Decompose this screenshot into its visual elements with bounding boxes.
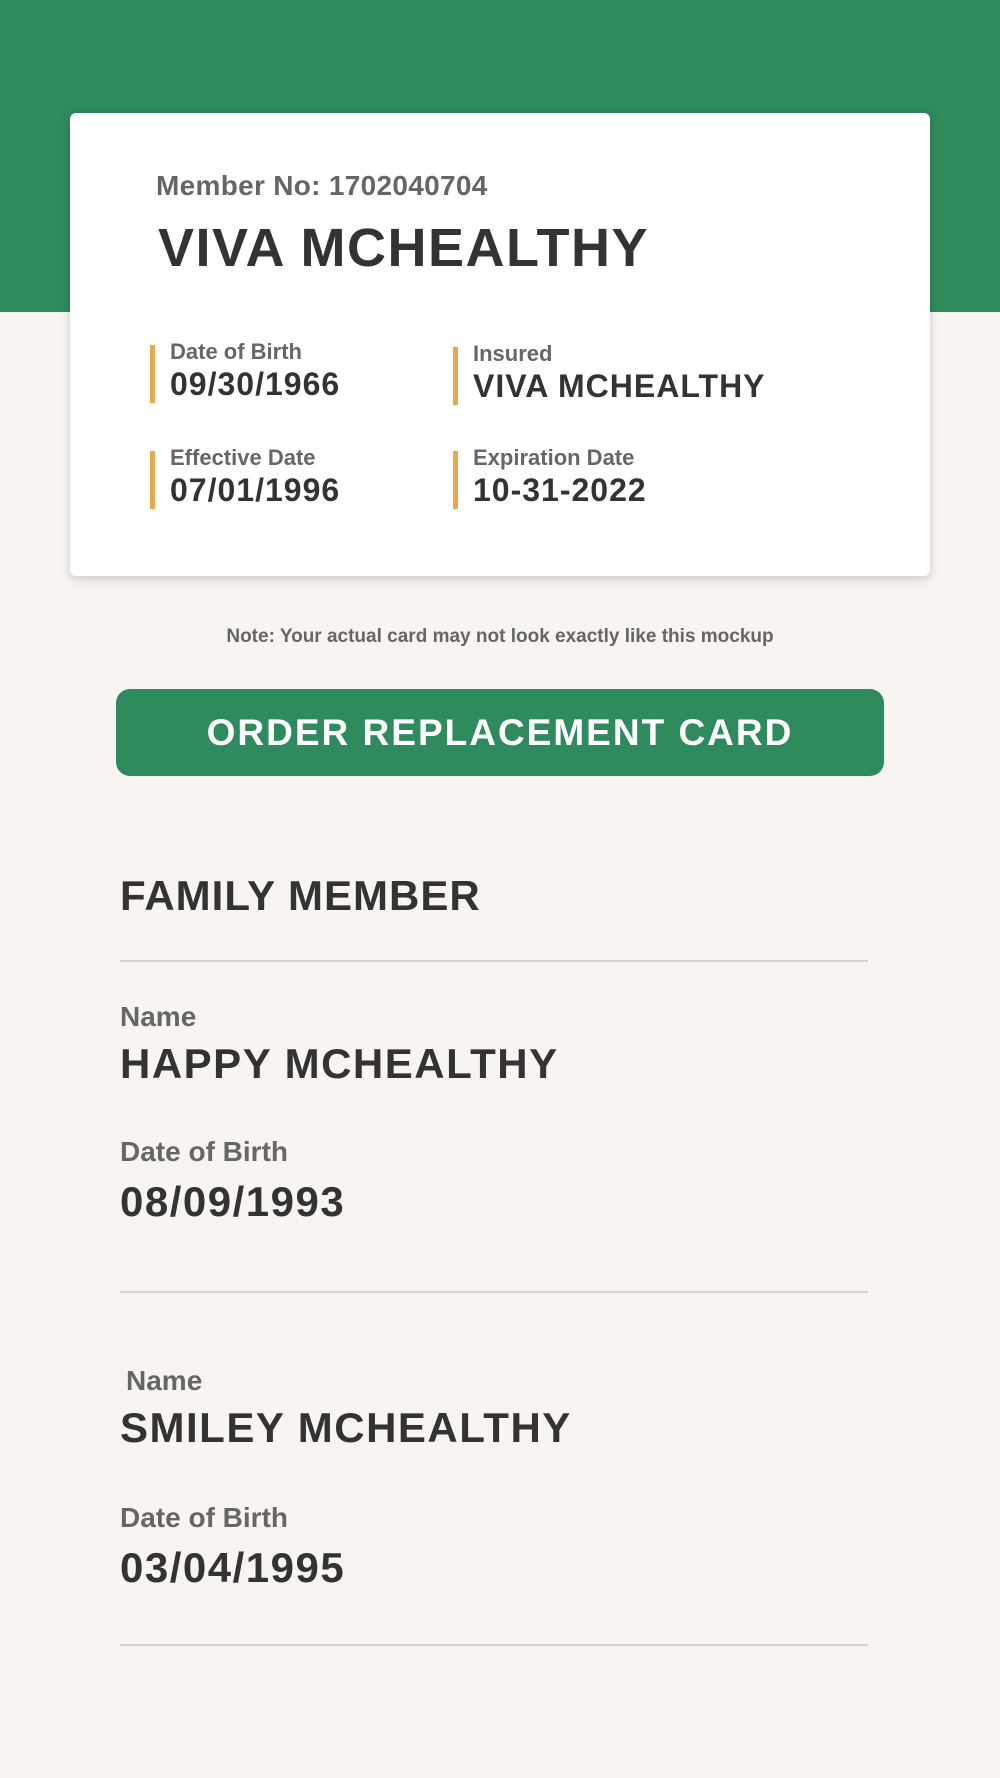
member-number: Member No: 1702040704 xyxy=(156,170,488,201)
member-id-card xyxy=(70,113,930,576)
field-value: 10-31-2022 xyxy=(473,472,647,508)
field-value: 07/01/1996 xyxy=(170,472,341,508)
family-member-name-label: Name xyxy=(120,1001,197,1032)
family-member-dob-label: Date of Birth xyxy=(120,1502,288,1533)
field-label: Insured xyxy=(473,341,553,366)
card-field-insured xyxy=(453,341,766,405)
divider xyxy=(120,1644,868,1646)
card-field-date-of-birth xyxy=(150,339,340,403)
family-member-name: HAPPY MCHEALTHY xyxy=(120,1040,559,1087)
divider xyxy=(120,1291,868,1293)
member-name: VIVA MCHEALTHY xyxy=(158,218,649,278)
family-member-heading: FAMILY MEMBER xyxy=(120,872,481,919)
field-value: VIVA MCHEALTHY xyxy=(473,368,766,404)
mockup-note: Note: Your actual card may not look exactly like this mockup xyxy=(226,626,774,647)
divider xyxy=(120,960,868,962)
card-field-expiration-date xyxy=(453,445,647,509)
field-accent-bar xyxy=(150,345,155,403)
field-label: Date of Birth xyxy=(170,339,302,364)
field-label: Effective Date xyxy=(170,445,316,470)
field-label: Expiration Date xyxy=(473,445,635,470)
family-member-dob-label: Date of Birth xyxy=(120,1136,288,1167)
family-member-dob: 08/09/1993 xyxy=(120,1178,346,1225)
field-accent-bar xyxy=(453,347,458,405)
card-field-effective-date xyxy=(150,445,340,509)
field-accent-bar xyxy=(150,451,155,509)
field-accent-bar xyxy=(453,451,458,509)
order-replacement-card-button[interactable]: ORDER REPLACEMENT CARD xyxy=(116,689,884,776)
family-member-dob: 03/04/1995 xyxy=(120,1544,346,1591)
field-value: 09/30/1966 xyxy=(170,366,341,402)
family-member-name-label: Name xyxy=(126,1365,203,1396)
family-member-name: SMILEY MCHEALTHY xyxy=(120,1404,572,1451)
